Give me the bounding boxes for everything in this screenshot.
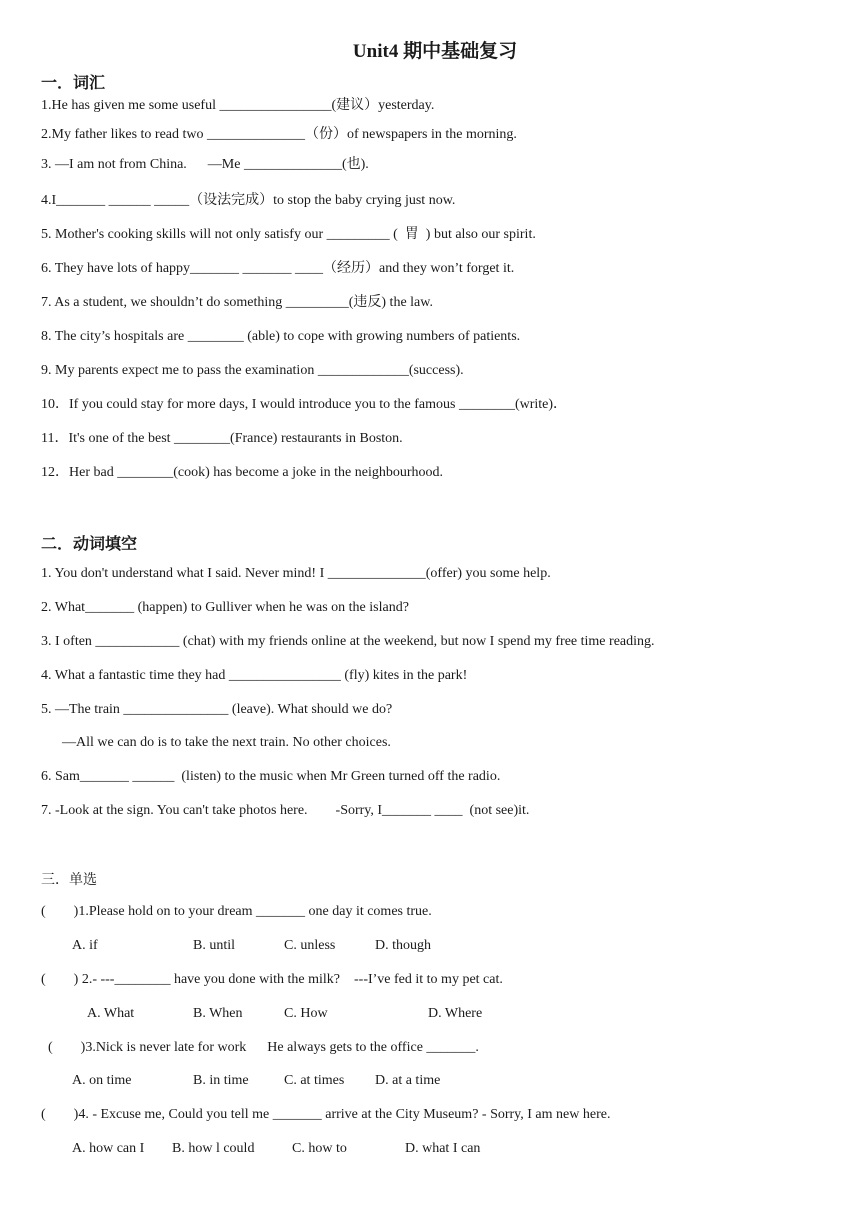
vocab-item-4: 4.I_______ ______ _____（设法完成）to stop the baby crying just now. xyxy=(41,193,456,208)
mc-option: A. What xyxy=(87,1006,135,1021)
vocab-item-8: 8. The city’s hospitals are ________ (able) to cope with growing numbers of patients. xyxy=(41,329,521,344)
page-title: Unit4 期中基础复习 xyxy=(352,41,518,62)
mc-option: A. if xyxy=(72,938,98,953)
verb-item-3: 3. I often ____________ (chat) with my friends online at the weekend, but now I spend my free time reading. xyxy=(41,634,655,649)
verb-item-2: 2. What_______ (happen) to Gulliver when he was on the island? xyxy=(41,600,409,615)
mc-option: C. how to xyxy=(292,1141,347,1156)
verb-item-7: 7. -Look at the sign. You can't take photos here. -Sorry, I_______ ____ (not see)it. xyxy=(41,803,530,818)
mc-option: C. at times xyxy=(284,1073,345,1088)
vocab-item-3: 3. —I am not from China. —Me ______________(也). xyxy=(41,157,369,172)
verb-item-4: 4. What a fantastic time they had ________________ (fly) kites in the park! xyxy=(41,668,468,683)
mc-option: D. though xyxy=(375,938,431,953)
verb-item-5-reply: —All we can do is to take the next train. No other choices. xyxy=(41,735,391,750)
vocab-item-5: 5. Mother's cooking skills will not only satisfy our _________ ( 胃 ) but also our spirit. xyxy=(41,227,536,242)
mc-option: C. unless xyxy=(284,938,336,953)
vocab-item-7: 7. As a student, we shouldn’t do something _________(违反) the law. xyxy=(41,295,433,310)
mc-option: A. how can I xyxy=(72,1141,145,1156)
verb-item-6: 6. Sam_______ ______ (listen) to the music when Mr Green turned off the radio. xyxy=(41,769,501,784)
vocab-item-11: 11．It's one of the best ________(France) restaurants in Boston. xyxy=(41,431,403,446)
mc-option: D. what I can xyxy=(405,1141,481,1156)
section-2-heading: 二．动词填空 xyxy=(41,534,138,553)
mc-option: B. how l could xyxy=(172,1141,255,1156)
mc-option: B. in time xyxy=(193,1073,249,1088)
mc-option: B. When xyxy=(193,1006,243,1021)
mc-option: D. Where xyxy=(428,1006,483,1021)
mc-question-4: ( )4. - Excuse me, Could you tell me _______ arrive at the City Museum? - Sorry, I am new here. xyxy=(41,1107,611,1122)
vocab-item-12: 12．Her bad ________(cook) has become a joke in the neighbourhood. xyxy=(41,465,444,480)
verb-item-5: 5. —The train _______________ (leave). What should we do? xyxy=(41,702,393,717)
mc-option: B. until xyxy=(193,938,236,953)
vocab-item-9: 9. My parents expect me to pass the examination _____________(success). xyxy=(41,363,464,378)
section-1-heading: 一．词汇 xyxy=(41,73,106,92)
mc-question-2: ( ) 2.- ---________ have you done with the milk? ---I’ve fed it to my pet cat. xyxy=(41,972,503,987)
mc-option: C. How xyxy=(284,1006,328,1021)
vocab-item-2: 2.My father likes to read two ______________（份）of newspapers in the morning. xyxy=(41,127,517,142)
mc-option: A. on time xyxy=(72,1073,132,1088)
verb-item-1: 1. You don't understand what I said. Never mind! I ______________(offer) you some help. xyxy=(41,566,551,581)
vocab-item-10: 10．If you could stay for more days, I would introduce you to the famous ________(write)． xyxy=(41,397,568,412)
vocab-item-6: 6. They have lots of happy_______ _______ ____（经历）and they won’t forget it. xyxy=(41,261,515,276)
section-3-heading: 三．单选 xyxy=(41,872,97,888)
vocab-item-1: 1.He has given me some useful ________________(建议）yesterday. xyxy=(41,98,435,113)
mc-question-1: ( )1.Please hold on to your dream _______ one day it comes true. xyxy=(41,904,432,919)
mc-question-3: ( )3.Nick is never late for work He always gets to the office _______. xyxy=(41,1040,479,1055)
mc-option: D. at a time xyxy=(375,1073,441,1088)
